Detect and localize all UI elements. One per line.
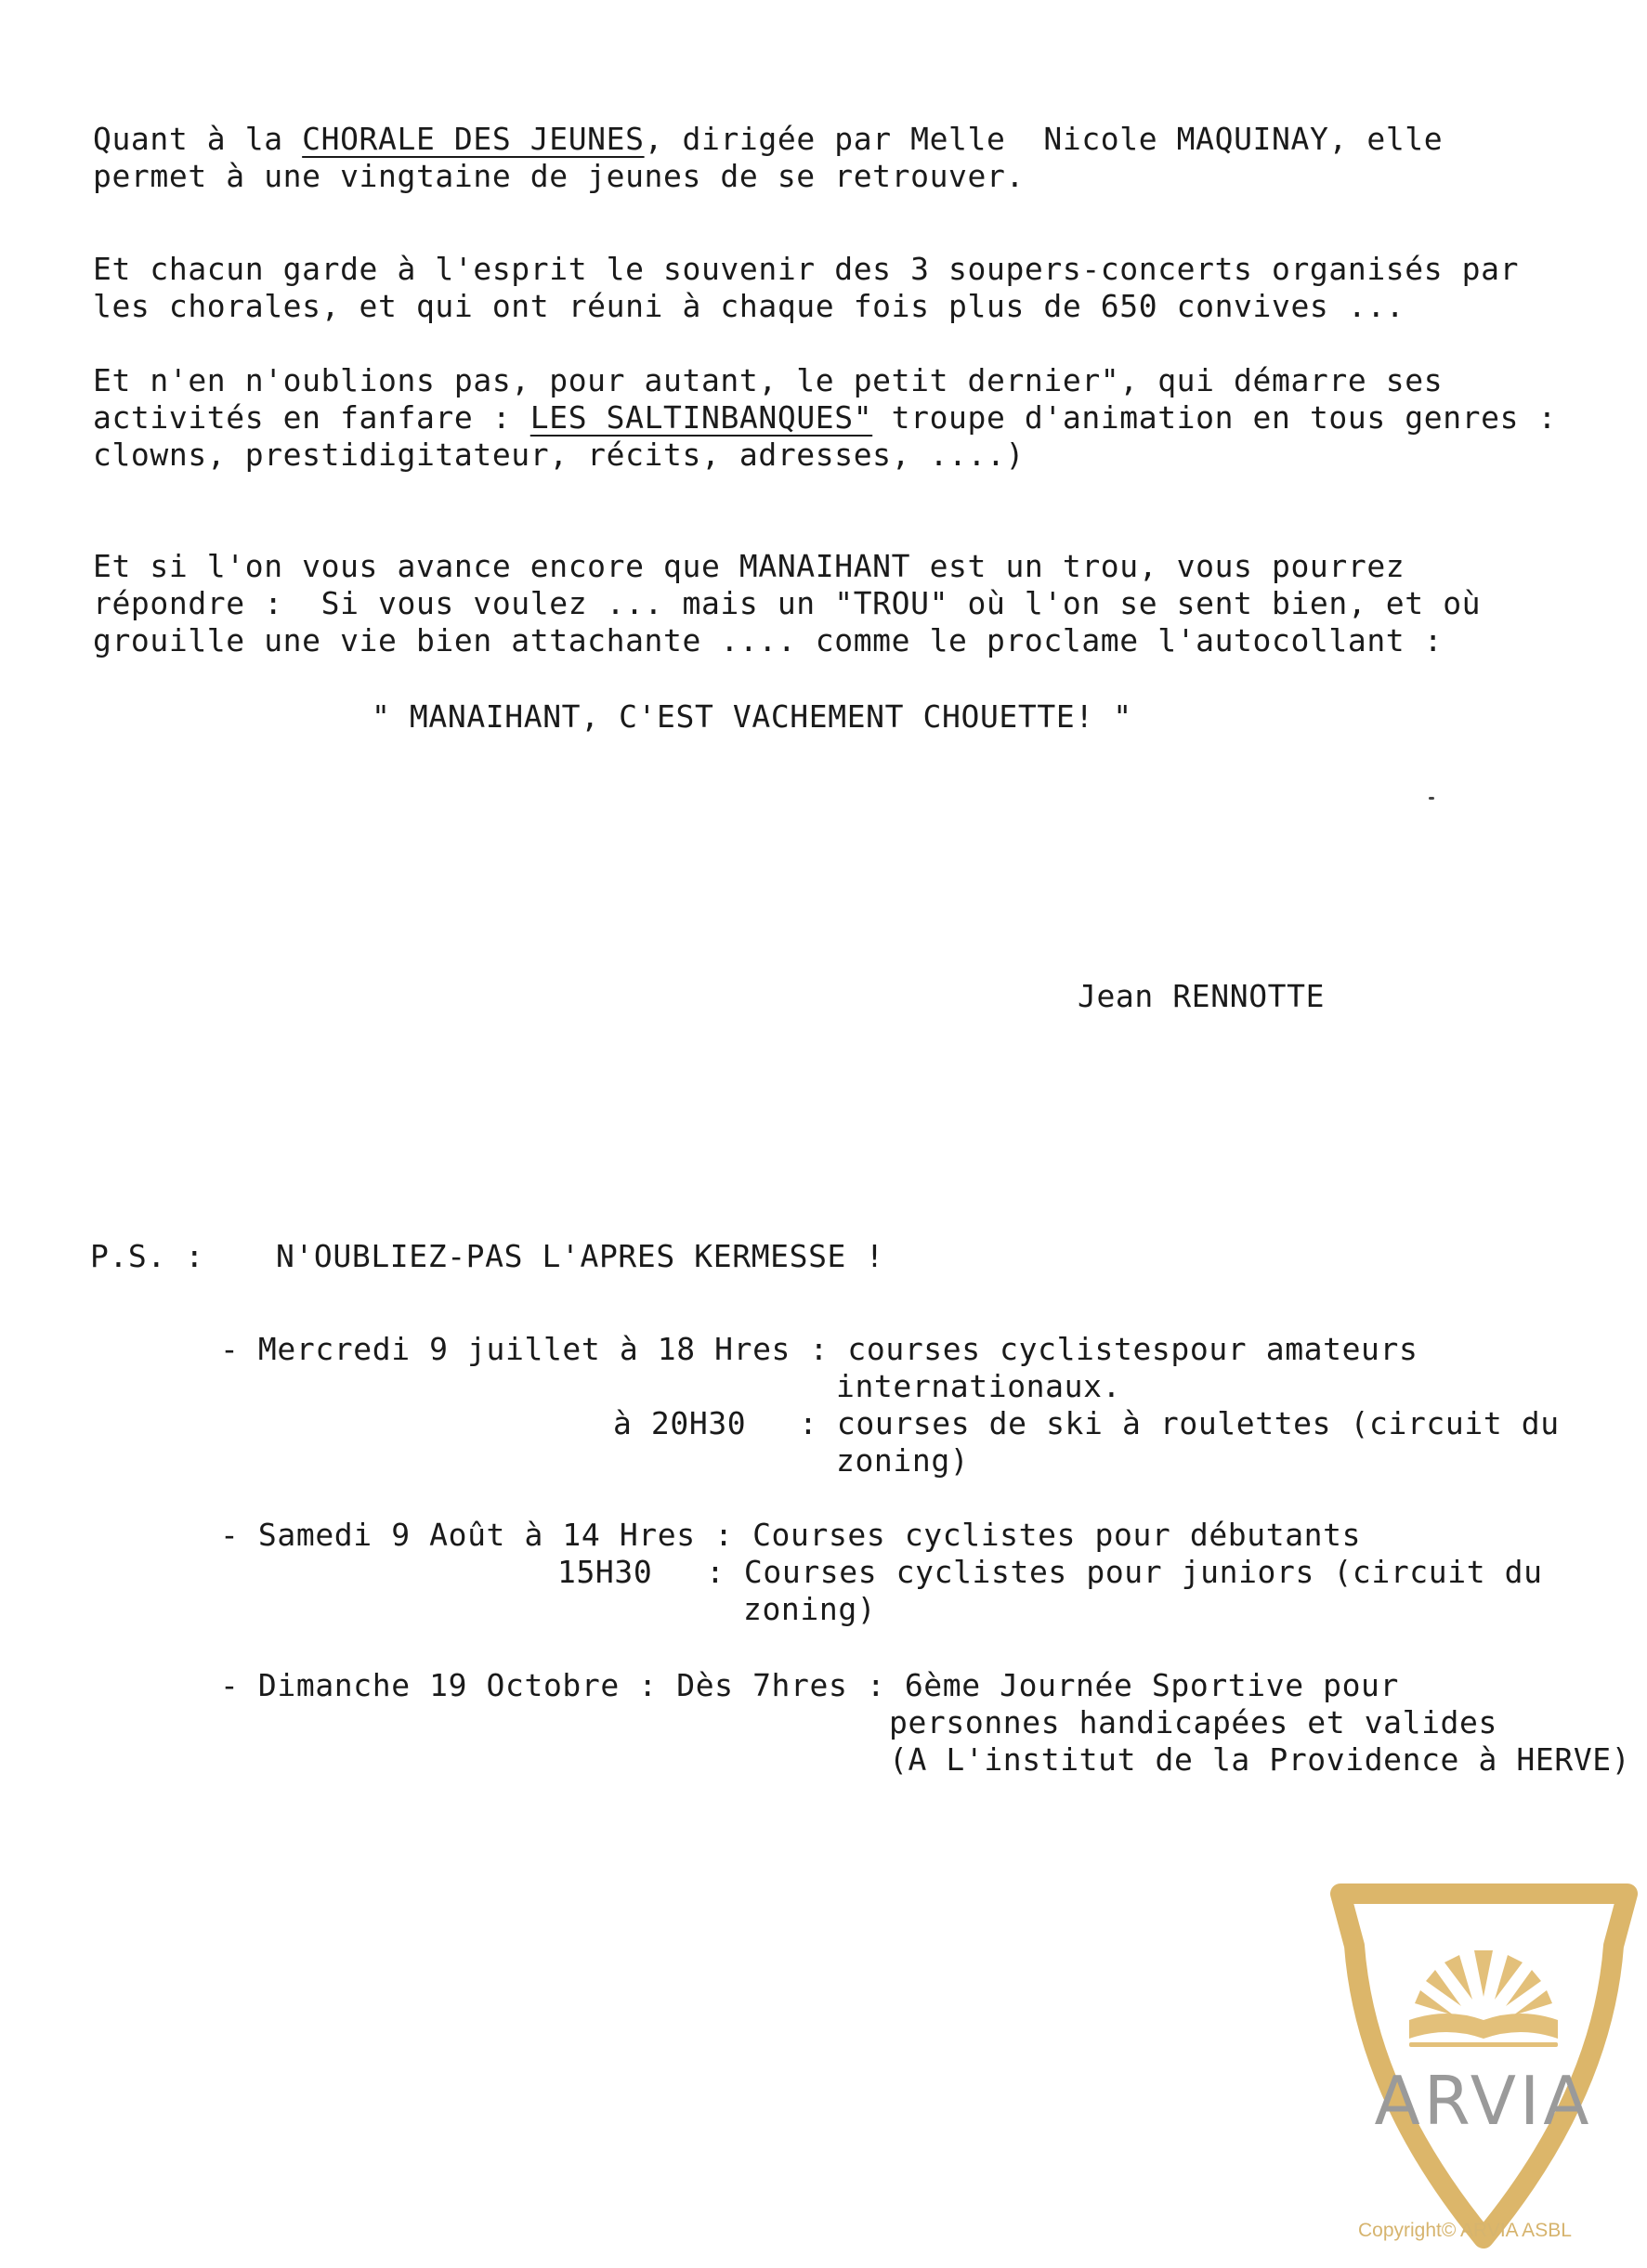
paragraph-4-line-2: répondre : Si vous voulez ... mais un "TROU" où l'on se sent bien, et où bbox=[93, 585, 1482, 621]
event-3-line-3: (A L'institut de la Providence à HERVE) bbox=[889, 1741, 1631, 1778]
event-1-line-2: internationaux. bbox=[836, 1368, 1122, 1404]
troupe-name: LES SALTINBANQUES" bbox=[529, 399, 873, 436]
paper-speck bbox=[1429, 797, 1434, 800]
logo-wordmark: ARVIA bbox=[1374, 2062, 1593, 2140]
paragraph-3-line-1: Et n'en n'oublions pas, pour autant, le petit dernier", qui démarre ses bbox=[93, 362, 1444, 398]
paragraph-3-line-3: clowns, prestidigitateur, récits, adresses, ....) bbox=[93, 437, 1025, 473]
paragraph-3-line-2 bbox=[93, 399, 1557, 437]
event-2-line-2: : Courses cyclistes pour juniors (circuit du bbox=[706, 1554, 1543, 1590]
paragraph-4-line-3: grouille une vie bien attachante .... comme le proclame l'autocollant : bbox=[93, 622, 1444, 658]
paragraph-1-line-1 bbox=[93, 121, 1443, 158]
text-segment: activités en fanfare : bbox=[93, 399, 530, 436]
paragraph-2-line-1: Et chacun garde à l'esprit le souvenir des 3 soupers-concerts organisés par bbox=[93, 251, 1520, 287]
arvia-logo bbox=[1324, 1881, 1644, 2252]
slogan: " MANAIHANT, C'EST VACHEMENT CHOUETTE! " bbox=[372, 698, 1132, 735]
event-3-line-2: personnes handicapées et valides bbox=[889, 1704, 1497, 1740]
paragraph-2-line-2: les chorales, et qui ont réuni à chaque fois plus de 650 convives ... bbox=[93, 288, 1405, 324]
event-1-line-4: zoning) bbox=[836, 1442, 970, 1479]
ps-heading: N'OUBLIEZ-PAS L'APRES KERMESSE ! bbox=[276, 1238, 884, 1274]
copyright-notice: Copyright© ARVIA ASBL bbox=[1358, 2220, 1572, 2241]
paragraph-4-line-1: Et si l'on vous avance encore que MANAIHANT est un trou, vous pourrez bbox=[93, 548, 1405, 584]
ps-label: P.S. : bbox=[90, 1238, 204, 1274]
signature: Jean RENNOTTE bbox=[1078, 978, 1326, 1014]
paragraph-1-line-2: permet à une vingtaine de jeunes de se retrouver. bbox=[93, 158, 1025, 194]
event-3-line-1: - Dimanche 19 Octobre : Dès 7hres : 6ème Journée Sportive pour bbox=[220, 1667, 1399, 1703]
text-segment: Quant à la bbox=[93, 121, 303, 157]
choir-name: CHORALE DES JEUNES bbox=[302, 121, 645, 157]
event-2-time-2: 15H30 bbox=[557, 1554, 653, 1590]
event-2-line-3: zoning) bbox=[743, 1591, 877, 1627]
text-segment: troupe d'animation en tous genres : bbox=[872, 399, 1558, 436]
event-1-line-1: - Mercredi 9 juillet à 18 Hres : courses cyclistespour amateurs bbox=[220, 1331, 1418, 1367]
event-1-line-3: : courses de ski à roulettes (circuit du bbox=[799, 1405, 1560, 1441]
text-segment: , dirigée par Melle Nicole MAQUINAY, elle bbox=[644, 121, 1444, 157]
event-1-time-2: à 20H30 bbox=[613, 1405, 747, 1441]
event-2-line-1: - Samedi 9 Août à 14 Hres : Courses cyclistes pour débutants bbox=[220, 1517, 1362, 1553]
